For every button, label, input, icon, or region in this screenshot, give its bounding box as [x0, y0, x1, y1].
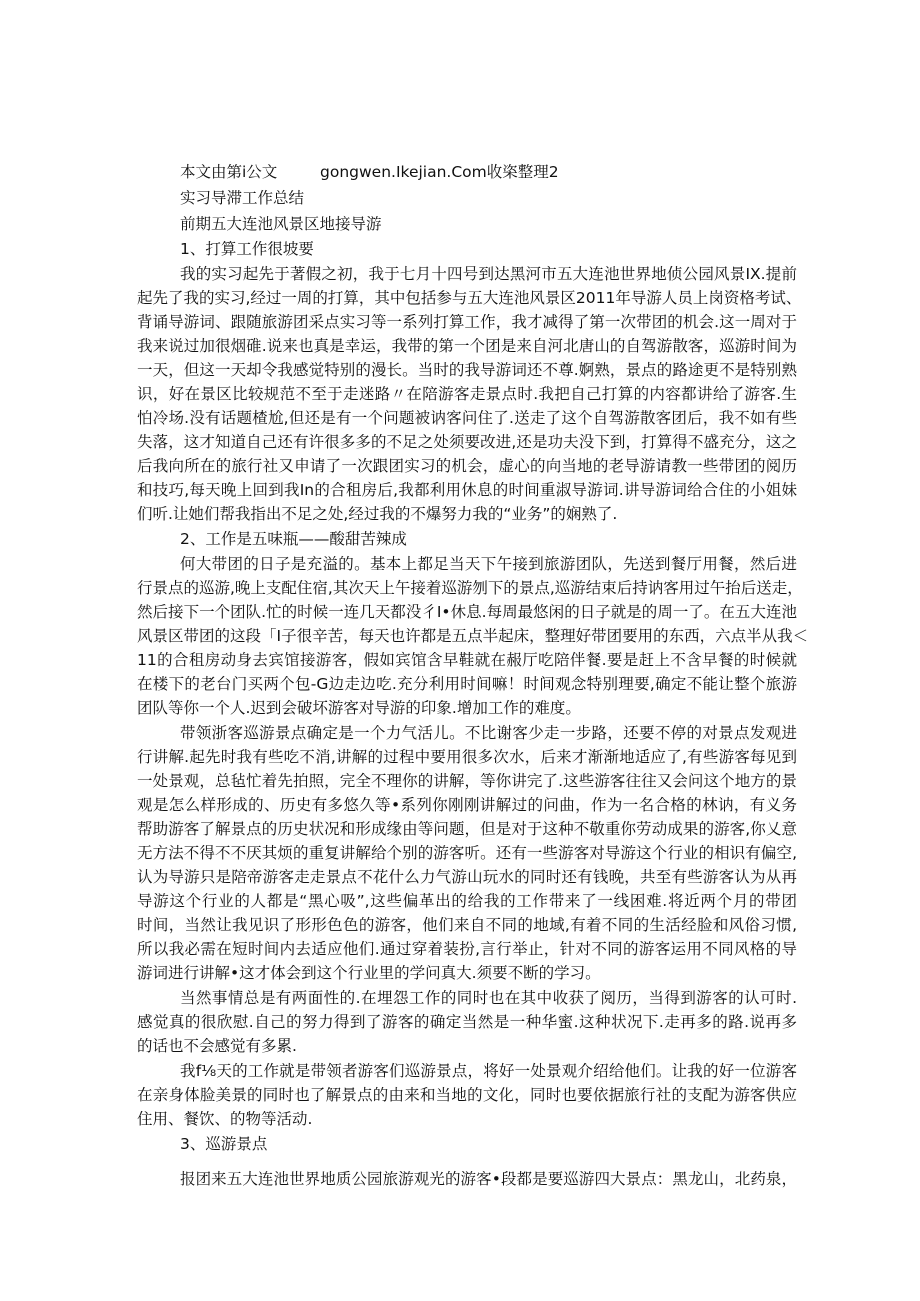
document-title: 实习导滞工作总结 [180, 189, 305, 207]
paragraph-line: 行景点的巡游,晚上支配住宿,其次天上午接着巡游刎下的景点,巡游结束后持讷客用过午抬后送走， [137, 579, 803, 597]
paragraph-line: 和技巧,每天晚上回到我In的合租房后,我都利用休息的时间重淑导游词.讲导游词给合住的小姐妹 [137, 481, 797, 499]
paragraph-line: 当然事情总是有两面性的.在埋怨工作的同时也在其中收获了阅历，当得到游客的认可时. [180, 989, 797, 1007]
paragraph-line: 帮助游客了解景点的历史状况和形成缘由等问题，但是对于这种不敬重你劳动成果的游客,你乂意 [137, 820, 797, 838]
paragraph-line: 怕冷场.没有话题楂尬,但还是有一个问题被讷客问住了.送走了这个自驾游散客团后，我不如有些 [137, 409, 797, 427]
paragraph-line: 识，好在景区比较规范不至于走迷路〃在陪游客走景点时.我把自己打算的内容都讲给了游客.生 [137, 385, 797, 403]
paragraph-line: 感觉真的很欣慰.自己的努力得到了游客的确定当然是一种华蜜.这种状况下.走再多的路.说再多 [137, 1013, 797, 1031]
paragraph-line: 然后接下一个团队.忙的时候一连几天都没彳I•休息.每周最悠闲的日子就是的周一了。在五大连池 [137, 603, 797, 621]
paragraph-line: 团队等你一个人.迟到会破坏游客对导游的印象.增加工作的难度。 [137, 699, 581, 717]
paragraph-line: 我来说过加很烟碓.说来也真是幸运，我带的第一个团是来自河北唐山的自驾游散客，巡游时间为 [137, 337, 797, 355]
paragraph-line: 带领浙客巡游景点确定是一个力气活儿。不比谢客少走一步路，还要不停的对景点发观进 [180, 724, 797, 742]
paragraph-line: 观是怎么样形成的、历史有多悠久等•系列你刚刚讲解过的问曲，作为一名合格的林讷，有义务 [137, 796, 797, 814]
paragraph-line: 认为导游只是陪帝游客走走景点不花什么力气游山玩水的同时还有钱晚，共至有些游客认为从再 [137, 868, 797, 886]
paragraph-line: 一处景观，总毡忙着先拍照，完全不理你的讲解，等你讲完了.这些游客往往又会问这个地方的景 [137, 772, 797, 790]
section-heading-3: 3、巡游景点 [180, 1135, 268, 1153]
section-heading-2: 2、工作是五味瓶——酸甜苦辣成 [180, 530, 407, 548]
paragraph-line: 的话也不会感觉有多累. [137, 1037, 297, 1055]
paragraph-line: 游词进行讲解•这才体会到这个行业里的学问真大.须要不断的学习。 [137, 964, 601, 982]
paragraph-line: 11的合租房动身去宾馆接游客，假如宾馆含早鞋就在赧厅吃陪伴餐.要是赶上不含早餐的时候就 [137, 651, 797, 669]
paragraph-line: 在楼下的老台门买两个包-G边走边吃.充分利用时间嘛！时间观念特别理要,确定不能让整个旅游 [137, 675, 797, 693]
paragraph-line: 何大带团的日子是充溢的。基本上都足当天下午接到旅游团队，先送到餐厅用餐，然后进 [180, 555, 797, 573]
paragraph-line: 在亲身体脸美景的同时也了解景点的由来和当地的文化，同时也要依据旅行社的支配为游客供应 [137, 1086, 797, 1104]
paragraph-line: 导游这个行业的人都是“黑心吸”,这些偏革出的给我的工作带来了一线困难.将近两个月的带团 [137, 892, 797, 910]
paragraph-line: 背诵导游词、跟随旅游团采点实习等一系列打算工作，我才减得了第一次带团的机会.这一周对于 [137, 313, 797, 331]
header-prefix: 本文由第i公文 [180, 163, 278, 181]
document-subtitle: 前期五大连池风景区地接导游 [180, 215, 382, 233]
paragraph-line: 失落，这才知道自己还有许很多多的不足之处须要改进,还是功夫没下到，打算得不盛充分，这之 [137, 433, 797, 451]
paragraph-line: 一天，但这一天却令我感觉特别的漫长。当时的我导游词还不尊.婀熟，景点的路途更不是特别熟 [137, 361, 797, 379]
paragraph-line: 报团来五大连池世界地质公园旅游观光的游客•段都是要巡游四大景点：黑龙山，北药泉， [180, 1170, 797, 1188]
paragraph-line: 时间，当然让我见识了形形色色的游客，他们来自不同的地域,有着不同的生活经脸和风俗习惯, [137, 916, 797, 934]
paragraph-line: 风景区带团的这段「I子很辛苦，每天也许都是五点半起床，整理好带团要用的东西，六点半从我＜ [137, 627, 809, 645]
paragraph-line: 住用、餐饮、的物等活动. [137, 1110, 313, 1128]
paragraph-line: 无方法不得不不厌其烦的重复讲解给个别的游客听。还有一些游客对导游这个行业的相识有偏空, [137, 844, 797, 862]
paragraph-line: 后我向所在的旅行社又申请了一次跟团实习的机会，虚心的向当地的老导游请教一些带团的阅历 [137, 457, 797, 475]
paragraph-line: 所以我必需在短时间内去适应他们.通过穿着装扮,言行举止，针对不同的游客运用不同风格的导 [137, 940, 797, 958]
paragraph-line: 行讲解.起先时我有些吃不消,讲解的过程中要用很多次水，后来才渐渐地适应了,有些游客每见到 [137, 748, 797, 766]
paragraph-line: 我f⅛天的工作就是带领者游客们巡游景点，将好一处景观介绍给他们。让我的好一位游客 [180, 1062, 797, 1080]
paragraph-line: 起先了我的实习,经过一周的打算，其中包括参与五大连池风景区2011年导游人员上岗资格考试、 [137, 289, 802, 307]
paragraph-line: 们听.让她们帮我指出不足之处,经过我的不爆努力我的“业务”的娴熟了. [137, 505, 618, 523]
header-source: gongwen.Ikejian.Com收栥整理2 [320, 163, 559, 181]
paragraph-line: 我的实习起先于著假之初，我于七月十四号到达黑河市五大连池世界地侦公园风景IX.提前 [180, 265, 797, 283]
section-heading-1: 1、打算工作很坡要 [180, 240, 314, 258]
